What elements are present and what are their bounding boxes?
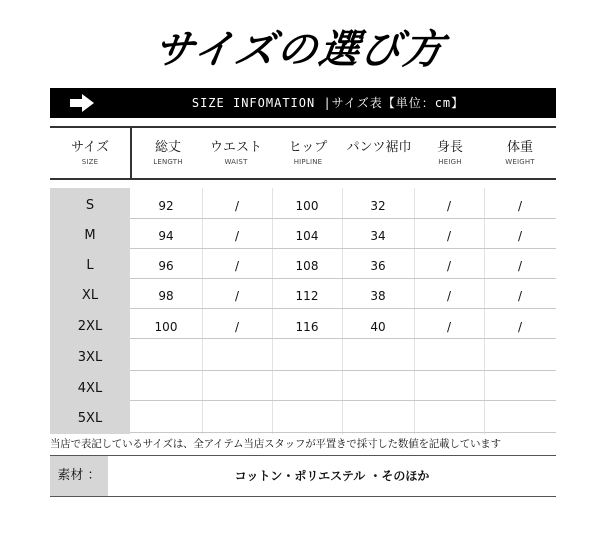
page-title: サイズの選び方 [150, 27, 449, 73]
size-label: 4XL [77, 381, 103, 396]
cell-height [414, 374, 484, 404]
cell-height: / [446, 320, 452, 334]
header-size: サイズ SIZE [71, 140, 109, 166]
size-label: 2XL [77, 319, 103, 334]
table-row [50, 374, 556, 404]
table-row [50, 221, 556, 251]
cell-weight: / [517, 199, 523, 213]
cell-height: / [446, 199, 452, 213]
cell-waist [202, 343, 272, 373]
cell-hip [272, 404, 342, 434]
size-label: M [84, 228, 96, 243]
cell-hem: 34 [370, 229, 386, 243]
size-label: 5XL [77, 411, 103, 426]
cell-weight: / [517, 320, 523, 334]
material-label: 素材 ： [50, 456, 108, 496]
size-table [50, 188, 556, 434]
header-hem-width: パンツ裾巾 [346, 140, 412, 155]
cell-weight: / [517, 229, 523, 243]
cell-hem [342, 404, 414, 434]
material-value: コットン・ポリエステル ・そのほか [234, 469, 430, 483]
cell-waist: / [234, 320, 240, 334]
table-row [50, 251, 556, 281]
size-info-banner [50, 88, 556, 118]
cell-hem: 40 [370, 320, 386, 334]
header-hip: ヒップ HIPLINE [288, 140, 328, 166]
cell-height: / [446, 229, 452, 243]
cell-weight [484, 343, 556, 373]
size-label: S [85, 198, 95, 213]
cell-hip: 112 [295, 289, 319, 303]
header-length: 総丈 LENGTH [153, 140, 183, 166]
cell-length: 100 [154, 320, 178, 334]
cell-weight: / [517, 259, 523, 273]
size-label: 3XL [77, 350, 103, 365]
cell-waist [202, 404, 272, 434]
arrow-right-icon [70, 94, 94, 112]
cell-length [130, 343, 202, 373]
cell-hip: 108 [295, 259, 319, 273]
cell-hem [342, 374, 414, 404]
cell-hip: 116 [295, 320, 319, 334]
cell-hip [272, 343, 342, 373]
banner-text: SIZE INFOMATION |サイズ表【単位：cm】 [191, 96, 465, 110]
cell-length: 94 [158, 229, 174, 243]
cell-weight [484, 404, 556, 434]
header-height: 身長 HEIGH [436, 140, 463, 166]
cell-length: 98 [158, 289, 174, 303]
cell-hem: 36 [370, 259, 386, 273]
table-row [50, 191, 556, 221]
cell-waist: / [234, 229, 240, 243]
table-header [50, 126, 556, 180]
size-label: XL [81, 288, 99, 303]
cell-length [130, 404, 202, 434]
cell-hip: 104 [295, 229, 319, 243]
cell-length: 96 [158, 259, 174, 273]
cell-waist: / [234, 259, 240, 273]
cell-hip: 100 [295, 199, 319, 213]
cell-waist: / [234, 199, 240, 213]
cell-height: / [446, 289, 452, 303]
cell-waist: / [234, 289, 240, 303]
table-row [50, 312, 556, 342]
cell-weight [484, 374, 556, 404]
cell-hem [342, 343, 414, 373]
cell-height [414, 343, 484, 373]
cell-hem: 32 [370, 199, 386, 213]
table-row [50, 343, 556, 373]
header-waist: ウエスト WAIST [209, 140, 262, 166]
header-weight: 体重 WEIGHT [505, 140, 535, 166]
material-row [50, 455, 556, 497]
measurement-note: 当店で表記しているサイズは、全アイテム当店スタッフが平置きで採寸した数値を記載しています [50, 438, 501, 450]
cell-length [130, 374, 202, 404]
table-row [50, 404, 556, 434]
cell-weight: / [517, 289, 523, 303]
cell-waist [202, 374, 272, 404]
cell-height [414, 404, 484, 434]
cell-hem: 38 [370, 289, 386, 303]
cell-hip [272, 374, 342, 404]
table-row [50, 281, 556, 311]
cell-height: / [446, 259, 452, 273]
size-label: L [86, 258, 94, 273]
cell-length: 92 [158, 199, 174, 213]
